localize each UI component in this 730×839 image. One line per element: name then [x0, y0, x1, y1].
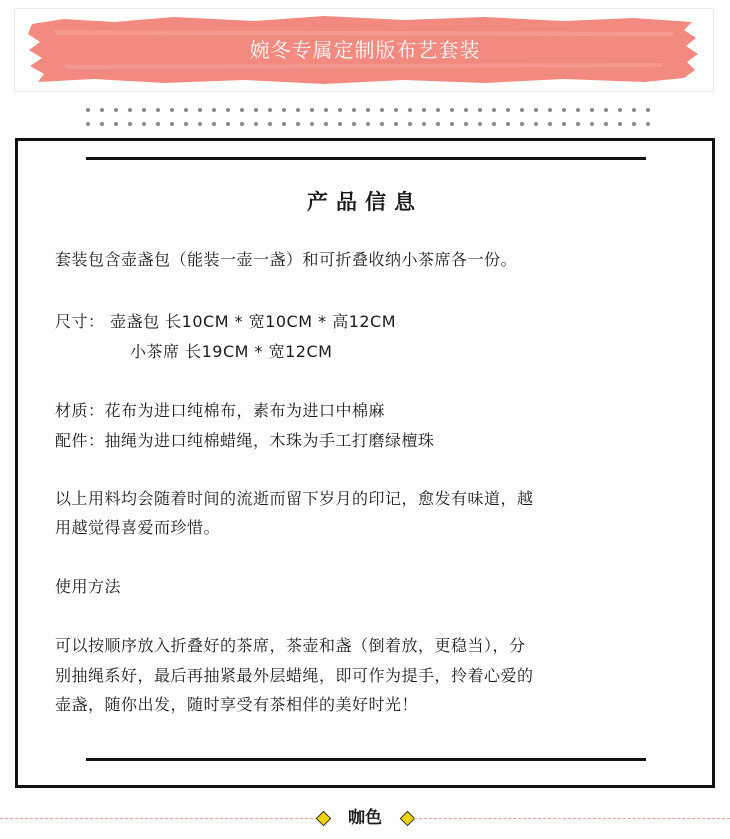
footer-dashed-line-right: [414, 818, 730, 819]
banner-title: 婉冬专属定制版布艺套装: [249, 38, 481, 62]
product-info-card: [15, 138, 715, 788]
section-heading: 产品信息: [307, 190, 423, 214]
diamond-icon-left: [316, 811, 332, 827]
size-line-tea-mat: 小茶席 长19CM * 宽12CM: [130, 342, 333, 361]
material-text: 材质：花布为进口纯棉布，素布为进口中棉麻: [55, 401, 386, 420]
usage-text-line-1: 可以按顺序放入折叠好的茶席，茶壶和盏（倒着放，更稳当），分: [55, 636, 526, 655]
usage-heading: 使用方法: [55, 577, 122, 596]
color-label: 咖色: [348, 808, 382, 828]
usage-text-line-2: 别抽绳系好，最后再抽紧最外层蜡绳，即可作为提手，拎着心爱的: [55, 666, 534, 685]
footer-dashed-line-left: [0, 818, 318, 819]
dot-pattern: [81, 103, 651, 131]
top-rule: [86, 157, 646, 160]
size-line-teapot-bag: 尺寸： 壶盏包 长10CM * 宽10CM * 高12CM: [55, 312, 397, 331]
aging-note-line-1: 以上用料均会随着时间的流逝而留下岁月的印记，愈发有味道，越: [55, 489, 534, 508]
accessories-text: 配件：抽绳为进口纯棉蜡绳，木珠为手工打磨绿檀珠: [55, 431, 435, 450]
aging-note-line-2: 用越觉得喜爱而珍惜。: [55, 518, 221, 537]
usage-text-line-3: 壶盏，随你出发，随时享受有茶相伴的美好时光！: [55, 695, 419, 714]
bottom-rule: [86, 758, 646, 761]
package-contents-text: 套装包含壶盏包（能装一壶一盏）和可折叠收纳小茶席各一份。: [55, 250, 518, 269]
diamond-icon-right: [400, 811, 416, 827]
